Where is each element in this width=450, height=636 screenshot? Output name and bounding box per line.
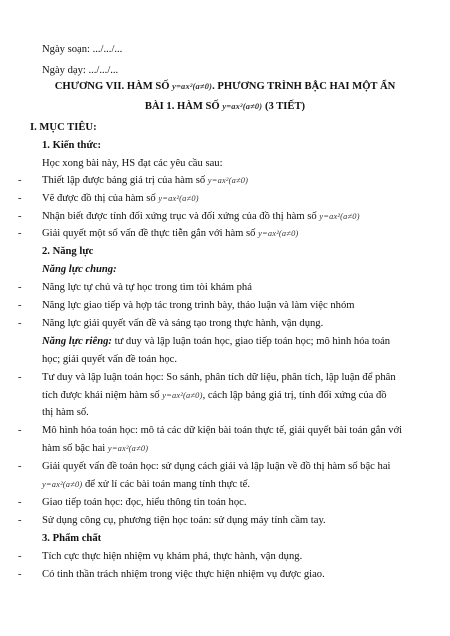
bullet-dash: -	[18, 228, 22, 239]
specific-competency-heading: Năng lực riêng:	[42, 336, 112, 347]
formula: y=ax²(a≠0)	[222, 102, 263, 111]
competency-heading: 2. Năng lực	[42, 246, 94, 257]
formula: y=ax²(a≠0)	[172, 82, 213, 91]
list-item-continuation: thị hàm số.	[42, 407, 89, 418]
list-item: Nhận biết được tính đối xứng trục và đối xứng của đồ thị hàm số y=ax²(a≠0)	[42, 211, 360, 222]
formula: y=ax²(a≠0)	[258, 229, 299, 238]
bullet-dash: -	[18, 497, 22, 508]
bullet-dash: -	[18, 300, 22, 311]
bullet-dash: -	[18, 425, 22, 436]
list-item-continuation: tích được khái niệm hàm số y=ax²(a≠0), cách lập bảng giá trị, tính đối xứng của đồ	[42, 390, 387, 401]
list-item: Năng lực giao tiếp và hợp tác trong trình bày, thảo luận và làm việc nhóm	[42, 300, 355, 311]
list-item: Giải quyết vấn đề toán học: sử dụng cách giải và lập luận về đồ thị hàm số bậc hai	[42, 461, 391, 472]
bullet-dash: -	[18, 193, 22, 204]
knowledge-heading: 1. Kiến thức:	[42, 140, 102, 151]
list-item: Có tinh thần trách nhiệm trong việc thực hiện nhiệm vụ được giao.	[42, 569, 325, 580]
bullet-dash: -	[18, 372, 22, 383]
bullet-dash: -	[18, 318, 22, 329]
bullet-dash: -	[18, 282, 22, 293]
specific-competency-line: Năng lực riêng: tư duy và lập luận toán học, giao tiếp toán học; mô hình hóa toán	[42, 336, 391, 347]
date-taught: Ngày dạy: .../.../...	[42, 65, 119, 76]
bullet-dash: -	[18, 551, 22, 562]
list-item: Vẽ được đồ thị của hàm số y=ax²(a≠0)	[42, 193, 199, 204]
list-item: Giải quyết một số vấn đề thực tiễn gắn với hàm số y=ax²(a≠0)	[42, 228, 299, 239]
bullet-dash: -	[18, 175, 22, 186]
list-item: Mô hình hóa toán học: mô tả các dữ kiện bài toán thực tế, giải quyết bài toán gắn với	[42, 425, 403, 436]
list-item: Năng lực tự chủ và tự học trong tìm tòi khám phá	[42, 282, 252, 293]
date-prepared: Ngày soạn: .../.../...	[42, 44, 123, 55]
formula: y=ax²(a≠0)	[207, 176, 249, 185]
list-item: Giao tiếp toán học: đọc, hiểu thông tin toán học.	[42, 497, 247, 508]
section-heading-objectives: I. MỤC TIÊU:	[30, 122, 97, 133]
list-item-continuation: y=ax²(a≠0) để xử lí các bài toán mang tính thực tế.	[42, 479, 251, 490]
list-item: Tư duy và lập luận toán học: So sánh, phân tích dữ liệu, phân tích, lập luận để phân	[42, 372, 396, 383]
list-item: Sử dụng công cụ, phương tiện học toán: sử dụng máy tính cầm tay.	[42, 515, 326, 526]
lesson-title: BÀI 1. HÀM SỐ y=ax²(a≠0) (3 TIẾT)	[144, 101, 306, 112]
list-item: Năng lực giải quyết vấn đề và sáng tạo trong thực hành, vận dụng.	[42, 318, 324, 329]
bullet-dash: -	[18, 461, 22, 472]
bullet-dash: -	[18, 211, 22, 222]
formula: y=ax²(a≠0)	[162, 391, 203, 400]
list-item: Thiết lập được bảng giá trị của hàm số y=ax²(a≠0)	[42, 175, 249, 186]
qualities-heading: 3. Phẩm chất	[42, 533, 102, 544]
formula: y=ax²(a≠0)	[319, 212, 360, 221]
formula: y=ax²(a≠0)	[107, 444, 149, 453]
bullet-dash: -	[18, 515, 22, 526]
formula: y=ax²(a≠0)	[158, 194, 199, 203]
specific-competency-line-2: học; giải quyết vấn đề toán học.	[42, 354, 178, 365]
chapter-title: CHƯƠNG VII. HÀM SỐ y=ax²(a≠0). PHƯƠNG TRÌNH BẬC HAI MỘT ẨN	[54, 81, 396, 92]
bullet-dash: -	[18, 569, 22, 580]
list-item-continuation: hàm số bậc hai y=ax²(a≠0)	[42, 443, 149, 454]
formula: y=ax²(a≠0)	[42, 480, 83, 489]
general-competency-heading: Năng lực chung:	[42, 264, 117, 275]
list-item: Tích cực thực hiện nhiệm vụ khám phá, thực hành, vận dụng.	[42, 551, 303, 562]
knowledge-intro: Học xong bài này, HS đạt các yêu cầu sau:	[42, 158, 223, 169]
